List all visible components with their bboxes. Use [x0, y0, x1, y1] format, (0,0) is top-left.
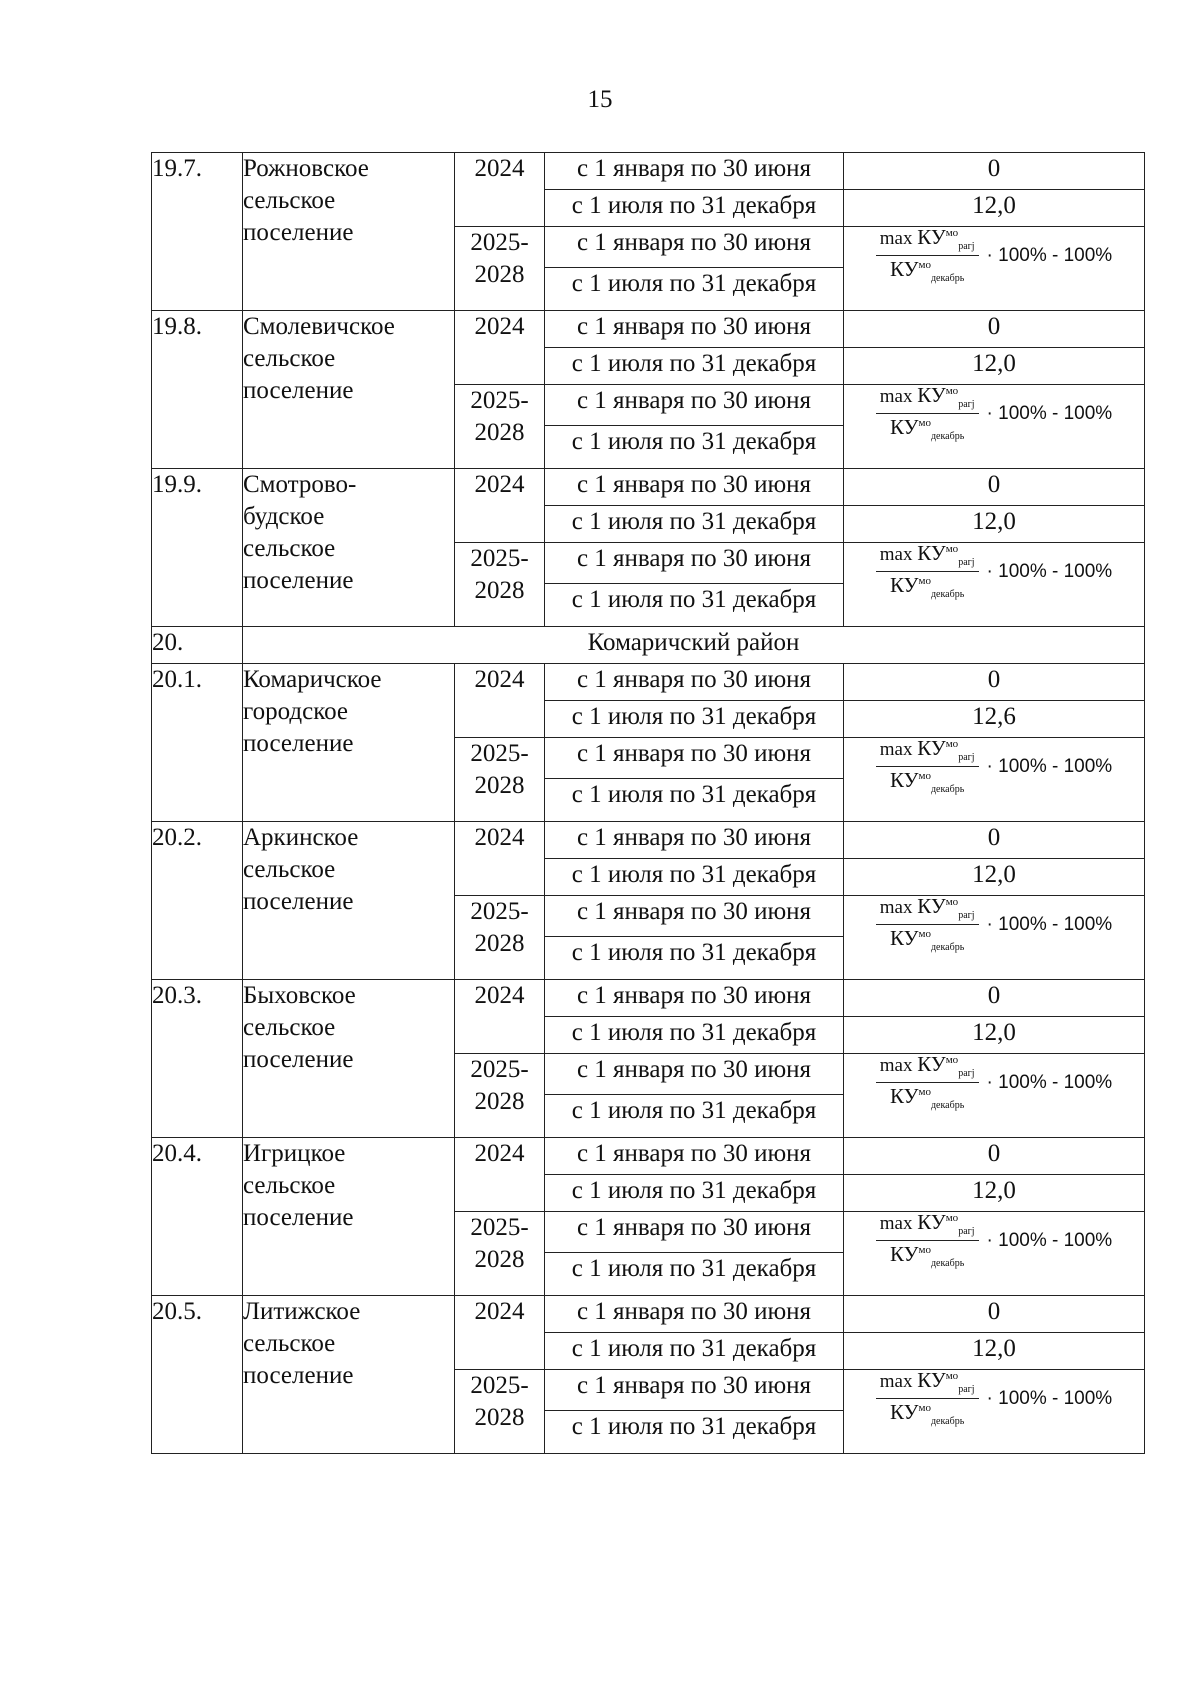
settlement-name-line: сельское: [243, 1172, 336, 1199]
formula-denominator: [886, 572, 968, 600]
table-body: [152, 153, 1145, 1454]
formula-sub: декабрь: [930, 942, 965, 953]
period-cell: с 1 июля по 31 декабря: [545, 701, 844, 738]
formula-ku: КУ: [890, 573, 919, 597]
row-number: 20.5.: [152, 1296, 243, 1454]
formula-ku: КУ: [917, 1368, 946, 1392]
formula-ku: КУ: [917, 1052, 946, 1076]
formula-sub: декабрь: [930, 431, 965, 442]
formula-numerator: [876, 1054, 979, 1083]
year-cell: 2024: [455, 980, 545, 1054]
period-cell: с 1 января по 30 июня: [545, 980, 844, 1017]
formula-sup: мо: [945, 1370, 959, 1382]
value-cell: 12,0: [844, 190, 1145, 227]
year-range-cell: [455, 738, 545, 822]
formula-sup: мо: [945, 543, 959, 555]
settlement-name-line: сельское: [243, 1014, 336, 1041]
year-range-line: 2028: [474, 1246, 525, 1273]
period-cell: с 1 января по 30 июня: [545, 1138, 844, 1175]
period-cell: с 1 января по 30 июня: [545, 543, 844, 584]
formula-sub: pагj: [958, 399, 975, 410]
settlement-name-line: сельское: [243, 1330, 336, 1357]
value-cell: 12,0: [844, 1017, 1145, 1054]
formula-numerator: [876, 385, 979, 414]
formula-numerator: [876, 896, 979, 925]
settlement-name-line: сельское: [243, 345, 336, 372]
period-cell: с 1 января по 30 июня: [545, 738, 844, 779]
formula-fraction: [876, 227, 979, 284]
period-cell: с 1 июля по 31 декабря: [545, 1411, 844, 1454]
formula-sub: декабрь: [930, 1416, 965, 1427]
settlement-name-line: поселение: [243, 219, 354, 246]
value-cell: 12,0: [844, 1333, 1145, 1370]
period-cell: с 1 июля по 31 декабря: [545, 268, 844, 311]
year-range-cell: [455, 385, 545, 469]
table-row: [152, 469, 1145, 506]
period-cell: с 1 июля по 31 декабря: [545, 937, 844, 980]
formula-sub: декабрь: [930, 1258, 965, 1269]
formula-sub: декабрь: [930, 1100, 965, 1111]
period-cell: с 1 июля по 31 декабря: [545, 859, 844, 896]
formula-denominator: [886, 1241, 968, 1269]
formula-denominator: [886, 1399, 968, 1427]
formula: [844, 1054, 1144, 1111]
formula-cell: [844, 1212, 1145, 1296]
formula-sub: декабрь: [930, 784, 965, 795]
period-cell: с 1 января по 30 июня: [545, 896, 844, 937]
formula-cell: [844, 1370, 1145, 1454]
formula-fraction: [876, 1054, 979, 1111]
settlement-name: [243, 980, 455, 1138]
settlement-name-line: Быховское: [243, 982, 356, 1009]
value-cell: 0: [844, 469, 1145, 506]
formula-ku: КУ: [890, 1242, 919, 1266]
year-range-line: 2025-: [470, 1214, 529, 1241]
settlement-name-line: поселение: [243, 1362, 354, 1389]
row-number: 20.4.: [152, 1138, 243, 1296]
value-cell: 0: [844, 311, 1145, 348]
period-cell: с 1 января по 30 июня: [545, 311, 844, 348]
settlement-name: [243, 664, 455, 822]
formula-rest: · 100% - 100%: [986, 914, 1113, 935]
formula-sup: мо: [918, 1402, 931, 1414]
formula-ku: КУ: [917, 736, 946, 760]
formula-max: max: [879, 228, 913, 249]
formula-denominator: [886, 925, 968, 953]
formula-sup: мо: [918, 1244, 931, 1256]
formula-ku: КУ: [890, 768, 919, 792]
formula-rest: · 100% - 100%: [986, 245, 1113, 266]
formula-ku: КУ: [917, 1210, 946, 1234]
row-number: 20.2.: [152, 822, 243, 980]
formula-denominator: [886, 256, 968, 284]
year-range-cell: [455, 1212, 545, 1296]
row-number: 19.8.: [152, 311, 243, 469]
table-row: [152, 664, 1145, 701]
formula-rest: · 100% - 100%: [986, 1072, 1113, 1093]
formula-sup: мо: [918, 770, 931, 782]
value-cell: 12,6: [844, 701, 1145, 738]
period-cell: с 1 января по 30 июня: [545, 1054, 844, 1095]
formula-cell: [844, 738, 1145, 822]
period-cell: с 1 января по 30 июня: [545, 385, 844, 426]
formula: [844, 543, 1144, 600]
value-cell: 0: [844, 664, 1145, 701]
formula-rest: · 100% - 100%: [986, 1230, 1113, 1251]
formula-sub: pагj: [958, 241, 975, 252]
year-range-line: 2028: [474, 577, 525, 604]
settlement-name-line: сельское: [243, 187, 336, 214]
formula-sup: мо: [945, 1054, 959, 1066]
formula-ku: КУ: [917, 894, 946, 918]
settlement-name-line: поселение: [243, 567, 354, 594]
formula-cell: [844, 227, 1145, 311]
value-cell: 0: [844, 1138, 1145, 1175]
year-range-line: 2025-: [470, 229, 529, 256]
formula-numerator: [876, 227, 979, 256]
formula-ku: КУ: [890, 415, 919, 439]
formula-max: max: [879, 1213, 913, 1234]
formula-fraction: [876, 1212, 979, 1269]
formula-sub: декабрь: [930, 589, 965, 600]
formula-sup: мо: [945, 738, 959, 750]
table-row: [152, 311, 1145, 348]
settlement-name-line: поселение: [243, 1046, 354, 1073]
table-row: [152, 980, 1145, 1017]
formula-numerator: [876, 738, 979, 767]
formula-rest: · 100% - 100%: [986, 1388, 1113, 1409]
settlement-name: [243, 153, 455, 311]
year-range-line: 2028: [474, 419, 525, 446]
settlement-name-line: городское: [243, 698, 349, 725]
formula-ku: КУ: [890, 1084, 919, 1108]
settlement-name: [243, 1296, 455, 1454]
period-cell: с 1 января по 30 июня: [545, 153, 844, 190]
formula-max: max: [879, 897, 913, 918]
year-range-line: 2028: [474, 261, 525, 288]
formula-denominator: [886, 767, 968, 795]
formula-max: max: [879, 386, 913, 407]
formula-sup: мо: [945, 385, 959, 397]
formula: [844, 1212, 1144, 1269]
formula-rest: · 100% - 100%: [986, 756, 1113, 777]
value-cell: 12,0: [844, 859, 1145, 896]
settlement-name-line: поселение: [243, 730, 354, 757]
period-cell: с 1 января по 30 июня: [545, 1370, 844, 1411]
formula-ku: КУ: [917, 383, 946, 407]
value-cell: 12,0: [844, 348, 1145, 385]
formula-cell: [844, 543, 1145, 627]
settlement-name-line: Аркинское: [243, 824, 359, 851]
year-range-line: 2025-: [470, 740, 529, 767]
year-range-line: 2025-: [470, 545, 529, 572]
row-number: 19.9.: [152, 469, 243, 627]
year-range-line: 2028: [474, 1088, 525, 1115]
year-range-line: 2028: [474, 1404, 525, 1431]
district-row: [152, 627, 1145, 664]
year-cell: 2024: [455, 1138, 545, 1212]
formula-fraction: [876, 738, 979, 795]
formula-sup: мо: [918, 417, 931, 429]
formula-ku: КУ: [917, 541, 946, 565]
formula-cell: [844, 896, 1145, 980]
value-cell: 0: [844, 153, 1145, 190]
period-cell: с 1 июля по 31 декабря: [545, 1017, 844, 1054]
year-range-cell: [455, 227, 545, 311]
formula-sup: мо: [945, 1212, 959, 1224]
formula-sup: мо: [918, 259, 931, 271]
year-cell: 2024: [455, 822, 545, 896]
settlement-name-line: Рожновское: [243, 155, 369, 182]
formula-sub: pагj: [958, 1384, 975, 1395]
settlement-name-line: поселение: [243, 1204, 354, 1231]
period-cell: с 1 января по 30 июня: [545, 227, 844, 268]
period-cell: с 1 января по 30 июня: [545, 822, 844, 859]
formula-max: max: [879, 1371, 913, 1392]
formula-numerator: [876, 543, 979, 572]
formula-ku: КУ: [890, 1400, 919, 1424]
year-range-line: 2025-: [470, 898, 529, 925]
year-range-cell: [455, 1054, 545, 1138]
period-cell: с 1 июля по 31 декабря: [545, 1175, 844, 1212]
year-range-line: 2025-: [470, 1372, 529, 1399]
settlement-name-line: поселение: [243, 888, 354, 915]
settlement-name-line: Смолевичское: [243, 313, 395, 340]
period-cell: с 1 января по 30 июня: [545, 469, 844, 506]
formula-sup: мо: [945, 896, 959, 908]
table-row: [152, 1138, 1145, 1175]
year-cell: 2024: [455, 1296, 545, 1370]
formula-numerator: [876, 1212, 979, 1241]
settlement-name: [243, 1138, 455, 1296]
settlement-name-line: Литижское: [243, 1298, 361, 1325]
formula-ku: КУ: [890, 257, 919, 281]
settlement-name-line: сельское: [243, 535, 336, 562]
table-row: [152, 1296, 1145, 1333]
year-cell: 2024: [455, 664, 545, 738]
row-number: 20.1.: [152, 664, 243, 822]
formula: [844, 738, 1144, 795]
year-range-line: 2028: [474, 930, 525, 957]
formula-max: max: [879, 1055, 913, 1076]
settlement-name-line: сельское: [243, 856, 336, 883]
formula-sub: pагj: [958, 910, 975, 921]
value-cell: 12,0: [844, 506, 1145, 543]
year-range-cell: [455, 543, 545, 627]
page-number: 15: [587, 86, 613, 113]
settlement-name-line: Игрицкое: [243, 1140, 346, 1167]
formula-denominator: [886, 1083, 968, 1111]
settlement-name-line: будское: [243, 503, 325, 530]
settlement-name-line: поселение: [243, 377, 354, 404]
formula-denominator: [886, 414, 968, 442]
settlement-name: [243, 311, 455, 469]
formula-sub: pагj: [958, 1226, 975, 1237]
settlement-name: [243, 469, 455, 627]
row-number: 19.7.: [152, 153, 243, 311]
formula-fraction: [876, 1370, 979, 1427]
formula-rest: · 100% - 100%: [986, 403, 1113, 424]
value-cell: 0: [844, 1296, 1145, 1333]
period-cell: с 1 января по 30 июня: [545, 1296, 844, 1333]
district-name: Комаричский район: [243, 627, 1145, 664]
formula-fraction: [876, 896, 979, 953]
settlement-name-line: Смотрово-: [243, 471, 357, 498]
year-cell: 2024: [455, 311, 545, 385]
value-cell: 0: [844, 980, 1145, 1017]
formula: [844, 896, 1144, 953]
formula-sup: мо: [918, 928, 931, 940]
period-cell: с 1 июля по 31 декабря: [545, 506, 844, 543]
formula-sup: мо: [945, 227, 959, 239]
formula: [844, 385, 1144, 442]
formula-cell: [844, 1054, 1145, 1138]
formula-sup: мо: [918, 575, 931, 587]
year-range-line: 2025-: [470, 1056, 529, 1083]
table-row: [152, 822, 1145, 859]
period-cell: с 1 июля по 31 декабря: [545, 348, 844, 385]
period-cell: с 1 июля по 31 декабря: [545, 584, 844, 627]
tariff-index-table: [151, 152, 1145, 1454]
formula-max: max: [879, 544, 913, 565]
formula-rest: · 100% - 100%: [986, 561, 1113, 582]
value-cell: 12,0: [844, 1175, 1145, 1212]
formula-ku: КУ: [890, 926, 919, 950]
year-cell: 2024: [455, 469, 545, 543]
year-range-line: 2025-: [470, 387, 529, 414]
formula-sub: декабрь: [930, 273, 965, 284]
period-cell: с 1 июля по 31 декабря: [545, 1253, 844, 1296]
formula-sub: pагj: [958, 752, 975, 763]
period-cell: с 1 января по 30 июня: [545, 1212, 844, 1253]
formula-max: max: [879, 739, 913, 760]
period-cell: с 1 июля по 31 декабря: [545, 1333, 844, 1370]
year-cell: 2024: [455, 153, 545, 227]
settlement-name-line: Комаричское: [243, 666, 382, 693]
settlement-name: [243, 822, 455, 980]
period-cell: с 1 января по 30 июня: [545, 664, 844, 701]
year-range-line: 2028: [474, 772, 525, 799]
formula: [844, 227, 1144, 284]
table-row: [152, 153, 1145, 190]
formula-fraction: [876, 385, 979, 442]
row-number: 20.3.: [152, 980, 243, 1138]
value-cell: 0: [844, 822, 1145, 859]
year-range-cell: [455, 896, 545, 980]
formula-fraction: [876, 543, 979, 600]
formula-ku: КУ: [917, 225, 946, 249]
period-cell: с 1 июля по 31 декабря: [545, 1095, 844, 1138]
period-cell: с 1 июля по 31 декабря: [545, 426, 844, 469]
district-number: 20.: [152, 627, 243, 664]
formula-sup: мо: [918, 1086, 931, 1098]
year-range-cell: [455, 1370, 545, 1454]
formula-sub: pагj: [958, 557, 975, 568]
period-cell: с 1 июля по 31 декабря: [545, 779, 844, 822]
formula: [844, 1370, 1144, 1427]
formula-cell: [844, 385, 1145, 469]
formula-numerator: [876, 1370, 979, 1399]
formula-sub: pагj: [958, 1068, 975, 1079]
period-cell: с 1 июля по 31 декабря: [545, 190, 844, 227]
